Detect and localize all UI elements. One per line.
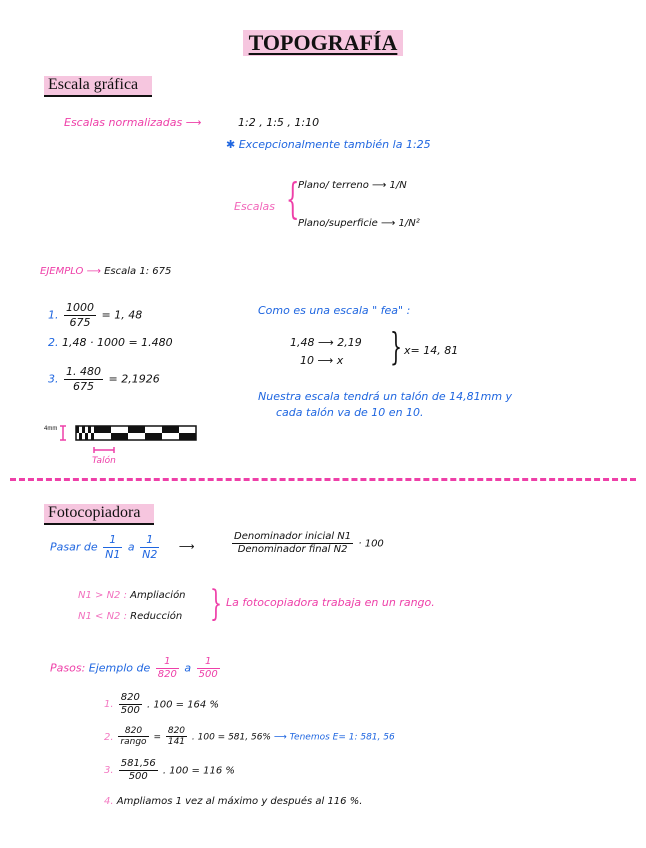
plano-superficie: Plano/superficie ⟶ 1/N² <box>298 218 420 229</box>
conclusion-line-2: cada talón va de 10 en 10. <box>276 406 424 419</box>
rango-text: La fotocopiadora trabaja en un rango. <box>226 596 435 609</box>
proportion-result: x= 14, 81 <box>404 344 459 357</box>
escalas-normalizadas-values: 1:2 , 1:5 , 1:10 <box>238 116 320 129</box>
pasos-step-3: 3. $\frac{581,56}{500}$ . 100 = 116 % <box>104 758 235 782</box>
proportion-line-2: 10 ⟶ x <box>300 354 344 367</box>
ampliacion-line: N1 > N2 : Ampliación <box>78 590 186 601</box>
denominador-formula: $\frac{\text{Denominador inicial N1}}{\text{Denominador final N2}}$ · 100 <box>234 531 384 555</box>
ejemplo-line: EJEMPLO ⟶ Escala 1: 675 <box>40 266 172 277</box>
reduccion-line: N1 < N2 : Reducción <box>78 611 183 622</box>
bar-height-label: 4mm <box>44 426 58 432</box>
escala-step-2: 2. 1,48 · 1000 = 1.480 <box>48 336 173 349</box>
rango-brace: } <box>210 581 223 624</box>
escalas-normalizadas-label: Escalas normalizadas ⟶ <box>64 116 202 129</box>
escala-step-1: 1. $\frac{1000}{675}$ = 1, 48 <box>48 301 143 329</box>
pasos-step-1: 1. $\frac{820}{500}$ . 100 = 164 % <box>104 692 219 716</box>
section-divider <box>10 478 636 481</box>
pasar-formula: Pasar de $\frac{1}{N1}$ a $\frac{1}{N2}$ ⟶ <box>50 533 195 561</box>
talon-marker <box>92 446 116 454</box>
conclusion-line-1: Nuestra escala tendrá un talón de 14,81mm y <box>258 390 513 403</box>
escalas-brace: { <box>286 174 300 223</box>
proportion-line-1: 1,48 ⟶ 2,19 <box>290 336 362 349</box>
pasos-step-2: 2. $\frac{820}{\text{rango}}$ = $\frac{820}{141}$ . 100 = 581, 56% ⟶ Tenemos E= 1: 581, 56 <box>104 726 395 748</box>
excepcional-note: ✱ Excepcionalmente también la 1:25 <box>226 138 431 151</box>
section-heading-fotocopiadora: Fotocopiadora <box>44 504 154 525</box>
talon-label: Talón <box>92 456 116 466</box>
section-heading-escala: Escala gráfica <box>44 76 152 97</box>
graphic-scale-bar <box>58 424 200 442</box>
fea-text: Como es una escala " fea" : <box>258 304 411 317</box>
proportion-brace: } <box>390 324 403 369</box>
pasos-line: Pasos: Ejemplo de $\frac{1}{820}$ a $\frac{1}{500}$ <box>50 656 218 680</box>
plano-terreno: Plano/ terreno ⟶ 1/N <box>298 180 407 191</box>
pasos-step-4: 4. Ampliamos 1 vez al máximo y después al 116 %. <box>104 796 363 807</box>
escalas-label: Escalas <box>234 200 275 213</box>
page-title: TOPOGRAFÍA <box>0 30 646 56</box>
escala-step-3: 3. $\frac{1. 480}{675}$ = 2,1926 <box>48 365 160 393</box>
